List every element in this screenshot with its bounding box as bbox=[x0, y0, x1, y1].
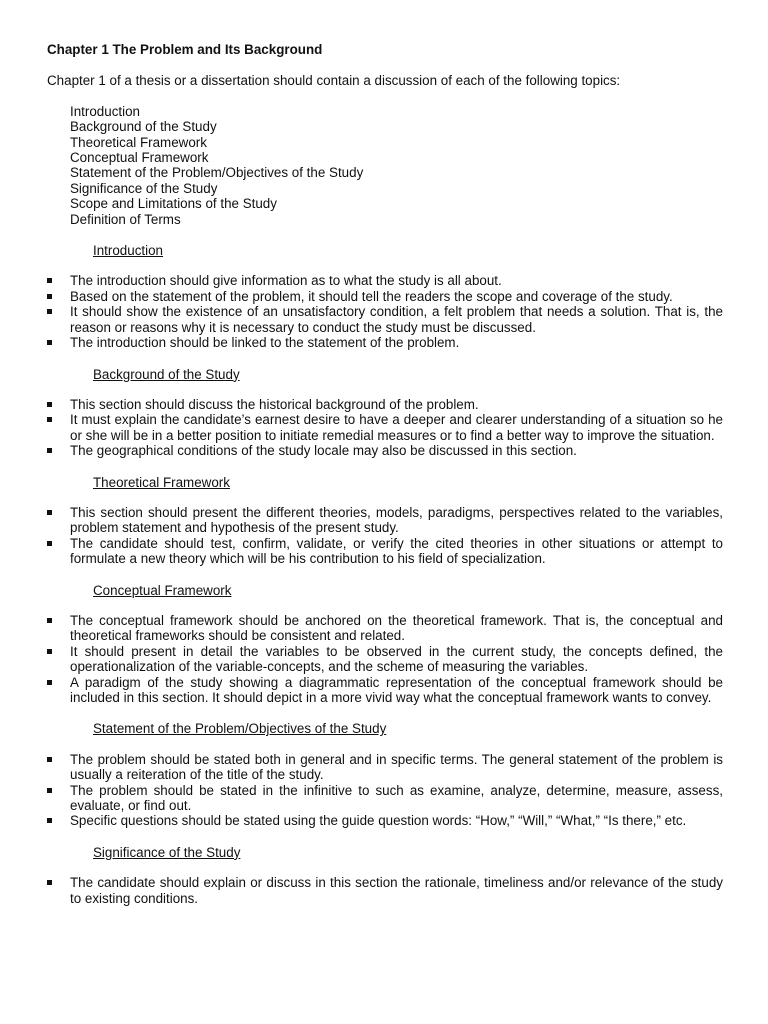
topic-list bbox=[70, 104, 723, 227]
topic-item: Introduction bbox=[70, 103, 140, 119]
list-item bbox=[47, 397, 723, 412]
topic-item: Definition of Terms bbox=[70, 211, 181, 227]
topic-item: Significance of the Study bbox=[70, 180, 218, 196]
square-bullet-icon bbox=[47, 818, 52, 823]
list-item bbox=[47, 412, 723, 443]
list-item-text: It should present in detail the variables to be observed in the current study, the concepts defined, the operationalization of the variable-concepts, and the scheme of measuring the variables. bbox=[70, 643, 723, 675]
bullet-list-background bbox=[47, 397, 723, 459]
list-item bbox=[47, 304, 723, 335]
section-heading-conceptual-framework: Conceptual Framework bbox=[93, 582, 232, 598]
list-item bbox=[47, 752, 723, 783]
list-item-text: The problem should be stated both in general and in specific terms. The general statement of the problem is usually a reiteration of the title of the study. bbox=[70, 751, 723, 783]
square-bullet-icon bbox=[47, 402, 52, 407]
list-item-text: It must explain the candidate’s earnest desire to have a deeper and clearer understanding of a situation so he or she will be in a better position to initiate remedial measures or to find a better way to improve the situation. bbox=[70, 412, 723, 443]
bullet-list-statement-of-problem bbox=[47, 752, 723, 829]
square-bullet-icon bbox=[47, 294, 52, 299]
document-page bbox=[47, 42, 723, 906]
topic-item: Theoretical Framework bbox=[70, 134, 207, 150]
list-item bbox=[47, 644, 723, 675]
list-item bbox=[47, 335, 723, 350]
square-bullet-icon bbox=[47, 618, 52, 623]
list-item-text: The candidate should explain or discuss in this section the rationale, timeliness and/or relevance of the study to existing conditions. bbox=[70, 875, 723, 906]
square-bullet-icon bbox=[47, 680, 52, 685]
intro-paragraph: Chapter 1 of a thesis or a dissertation should contain a discussion of each of the following topics: bbox=[47, 73, 621, 89]
list-item-text: The introduction should give information as to what the study is all about. bbox=[70, 273, 502, 289]
list-item bbox=[47, 505, 723, 536]
section-heading-introduction: Introduction bbox=[93, 243, 163, 259]
list-item-text: Specific questions should be stated using the guide question words: “How,” “Will,” “What,” “Is there,” etc. bbox=[70, 813, 687, 829]
square-bullet-icon bbox=[47, 278, 52, 283]
section-heading-theoretical-framework: Theoretical Framework bbox=[93, 474, 230, 490]
square-bullet-icon bbox=[47, 309, 52, 314]
square-bullet-icon bbox=[47, 541, 52, 546]
bullet-list-conceptual-framework bbox=[47, 613, 723, 705]
list-item-text: The candidate should test, confirm, validate, or verify the cited theories in other situations or attempt to formulate a new theory which will be his contribution to his field of specialization. bbox=[70, 535, 723, 567]
list-item-text: This section should discuss the historical background of the problem. bbox=[70, 396, 479, 412]
bullet-list-significance bbox=[47, 875, 723, 906]
square-bullet-icon bbox=[47, 510, 52, 515]
square-bullet-icon bbox=[47, 757, 52, 762]
list-item bbox=[47, 536, 723, 567]
list-item-text: A paradigm of the study showing a diagrammatic representation of the conceptual framework should be included in this section. It should depict in a more vivid way what the conceptual framework wants to convey. bbox=[70, 674, 723, 705]
list-item-text: The introduction should be linked to the statement of the problem. bbox=[70, 335, 460, 351]
list-item-text: It should show the existence of an unsatisfactory condition, a felt problem that needs a solution. That is, the reason or reasons why it is necessary to conduct the study must be discussed. bbox=[70, 304, 723, 335]
list-item bbox=[47, 875, 723, 906]
square-bullet-icon bbox=[47, 788, 52, 793]
square-bullet-icon bbox=[47, 448, 52, 453]
topic-item: Scope and Limitations of the Study bbox=[70, 196, 277, 212]
square-bullet-icon bbox=[47, 649, 52, 654]
section-heading-significance: Significance of the Study bbox=[93, 844, 241, 860]
square-bullet-icon bbox=[47, 417, 52, 422]
list-item bbox=[47, 289, 723, 304]
square-bullet-icon bbox=[47, 880, 52, 885]
section-heading-background: Background of the Study bbox=[93, 366, 240, 382]
document-title: Chapter 1 The Problem and Its Background bbox=[47, 42, 323, 57]
list-item bbox=[47, 783, 723, 814]
square-bullet-icon bbox=[47, 340, 52, 345]
list-item-text: The problem should be stated in the infinitive to such as examine, analyze, determine, measure, assess, evaluate, or find out. bbox=[70, 782, 723, 814]
list-item bbox=[47, 813, 723, 828]
bullet-list-introduction bbox=[47, 273, 723, 350]
list-item bbox=[47, 613, 723, 644]
list-item bbox=[47, 273, 723, 288]
list-item-text: The conceptual framework should be anchored on the theoretical framework. That is, the conceptual and theoretical frameworks should be consistent and related. bbox=[70, 612, 723, 644]
list-item-text: This section should present the different theories, models, paradigms, perspectives related to the variables, problem statement and hypothesis of the present study. bbox=[70, 504, 723, 536]
list-item-text: Based on the statement of the problem, it should tell the readers the scope and coverage of the study. bbox=[70, 288, 673, 304]
list-item bbox=[47, 443, 723, 458]
section-heading-statement-of-problem: Statement of the Problem/Objectives of the Study bbox=[93, 721, 387, 737]
topic-item: Statement of the Problem/Objectives of the Study bbox=[70, 165, 364, 181]
list-item-text: The geographical conditions of the study locale may also be discussed in this section. bbox=[70, 443, 577, 459]
list-item bbox=[47, 675, 723, 706]
topic-item: Background of the Study bbox=[70, 119, 217, 135]
topic-item: Conceptual Framework bbox=[70, 150, 209, 166]
bullet-list-theoretical-framework bbox=[47, 505, 723, 567]
